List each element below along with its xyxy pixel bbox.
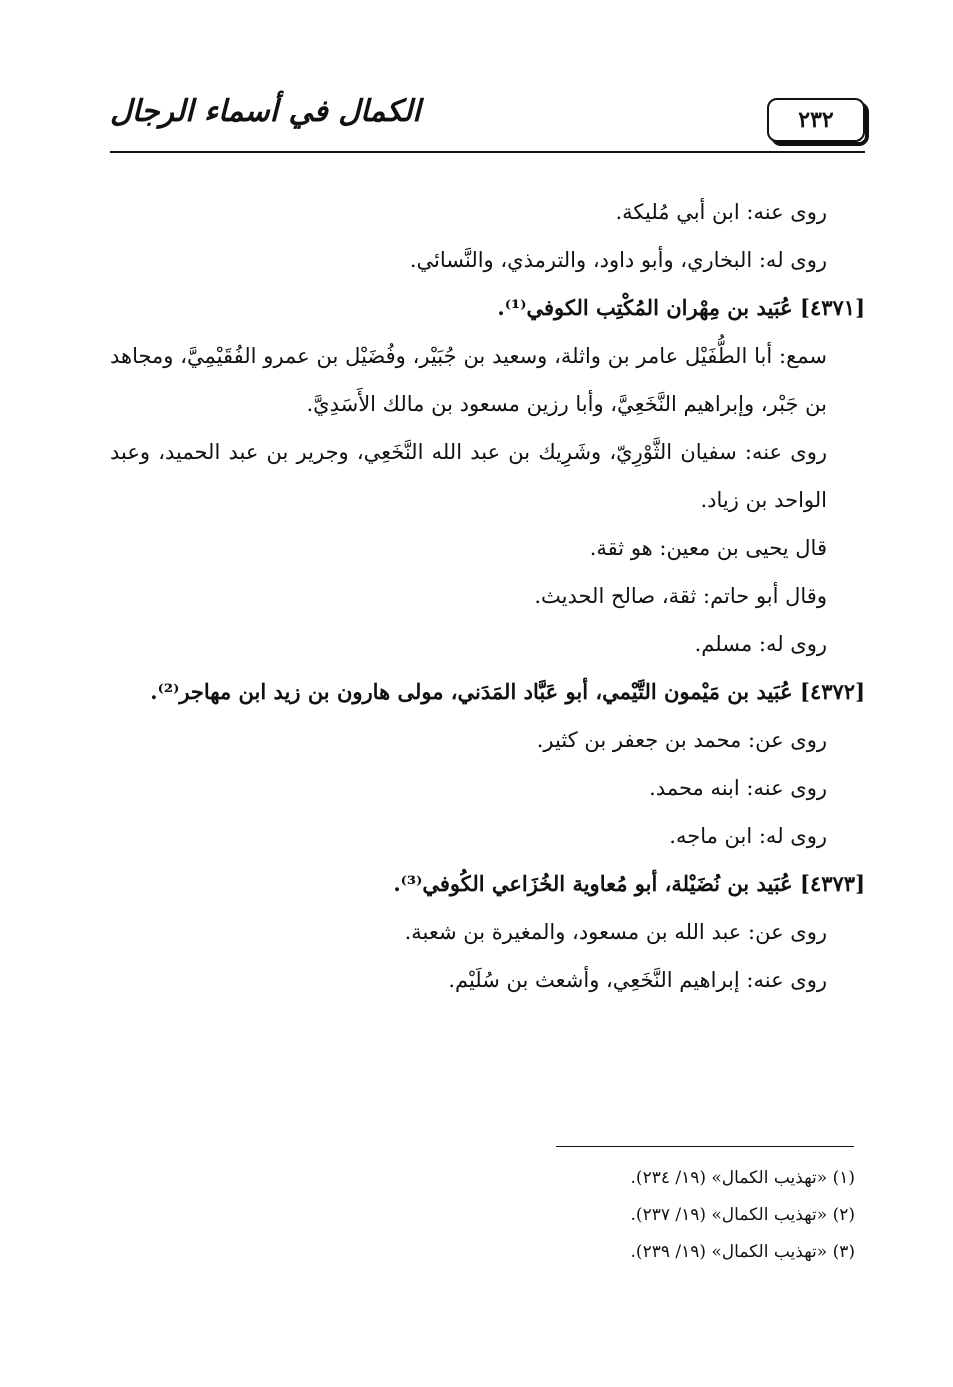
text-line: روى عنه: ابن أبي مُليكة. xyxy=(615,200,827,224)
text-line: روى عن: محمد بن جعفر بن كثير. xyxy=(536,728,827,752)
text-line: روى عنه: إبراهيم النَّخَعِي، وأشعث بن سُلَيْم. xyxy=(448,968,827,992)
page-header xyxy=(110,84,865,154)
footnote: (٣) «تهذيب الكمال» (١٩/ ٢٣٩). xyxy=(630,1242,855,1262)
main-text xyxy=(110,188,865,1004)
text-line: سمع: أبا الطُّفَيْل عامر بن واثلة، وسعيد بن جُبَيْر، وفُضَيْل بن عمرو الفُقَيْمِيَّ، ومجاهد بن جَبْر، وإبراهيم النَّخَعِيَّ، وأبا رزين مسعود بن مالك الأَسَدِيَّ. xyxy=(110,344,827,416)
text-line: قال يحيى بن معين: هو ثقة. xyxy=(589,536,827,560)
entry-heading: [٤٣٧٢] عُبَيد بن مَيْمون التَّيْمي، أبو عَبَّاد المَدَني، مولى هارون بن زيد ابن مهاجر⁽²⁾. xyxy=(150,679,865,704)
footnotes xyxy=(110,1160,855,1271)
entry-heading: [٤٣٧١] عُبَيد بن مِهْران المُكْتِب الكوفي⁽¹⁾. xyxy=(497,295,865,320)
text-line: روى عنه: سفيان الثَّوْرِيّ، وشَرِيك بن عبد الله النَّخَعِي، وجرير بن عبد الحميد، وعبد الواحد بن زياد. xyxy=(110,440,827,512)
text-line: وقال أبو حاتم: ثقة، صالح الحديث. xyxy=(534,584,827,608)
text-line: روى عن: عبد الله بن مسعود، والمغيرة بن شعبة. xyxy=(404,920,827,944)
footnote-separator xyxy=(556,1146,854,1147)
footnote: (١) «تهذيب الكمال» (١٩/ ٢٣٤). xyxy=(630,1168,855,1188)
footnote: (٢) «تهذيب الكمال» (١٩/ ٢٣٧). xyxy=(630,1205,855,1225)
book-title: الكمال في أسماء الرجال xyxy=(110,94,421,129)
text-line: روى له: البخاري، وأبو داود، والترمذي، والنَّسائي. xyxy=(409,248,827,272)
entry-heading: [٤٣٧٣] عُبَيد بن نُضَيْلة، أبو مُعاوية الخُزَاعي الكُوفي⁽³⁾. xyxy=(393,871,865,896)
text-line: روى له: مسلم. xyxy=(694,632,827,656)
page-number: ٢٣٢ xyxy=(767,98,865,142)
text-line: روى عنه: ابنه محمد. xyxy=(649,776,827,800)
text-line: روى له: ابن ماجه. xyxy=(669,824,827,848)
header-rule xyxy=(110,151,865,153)
